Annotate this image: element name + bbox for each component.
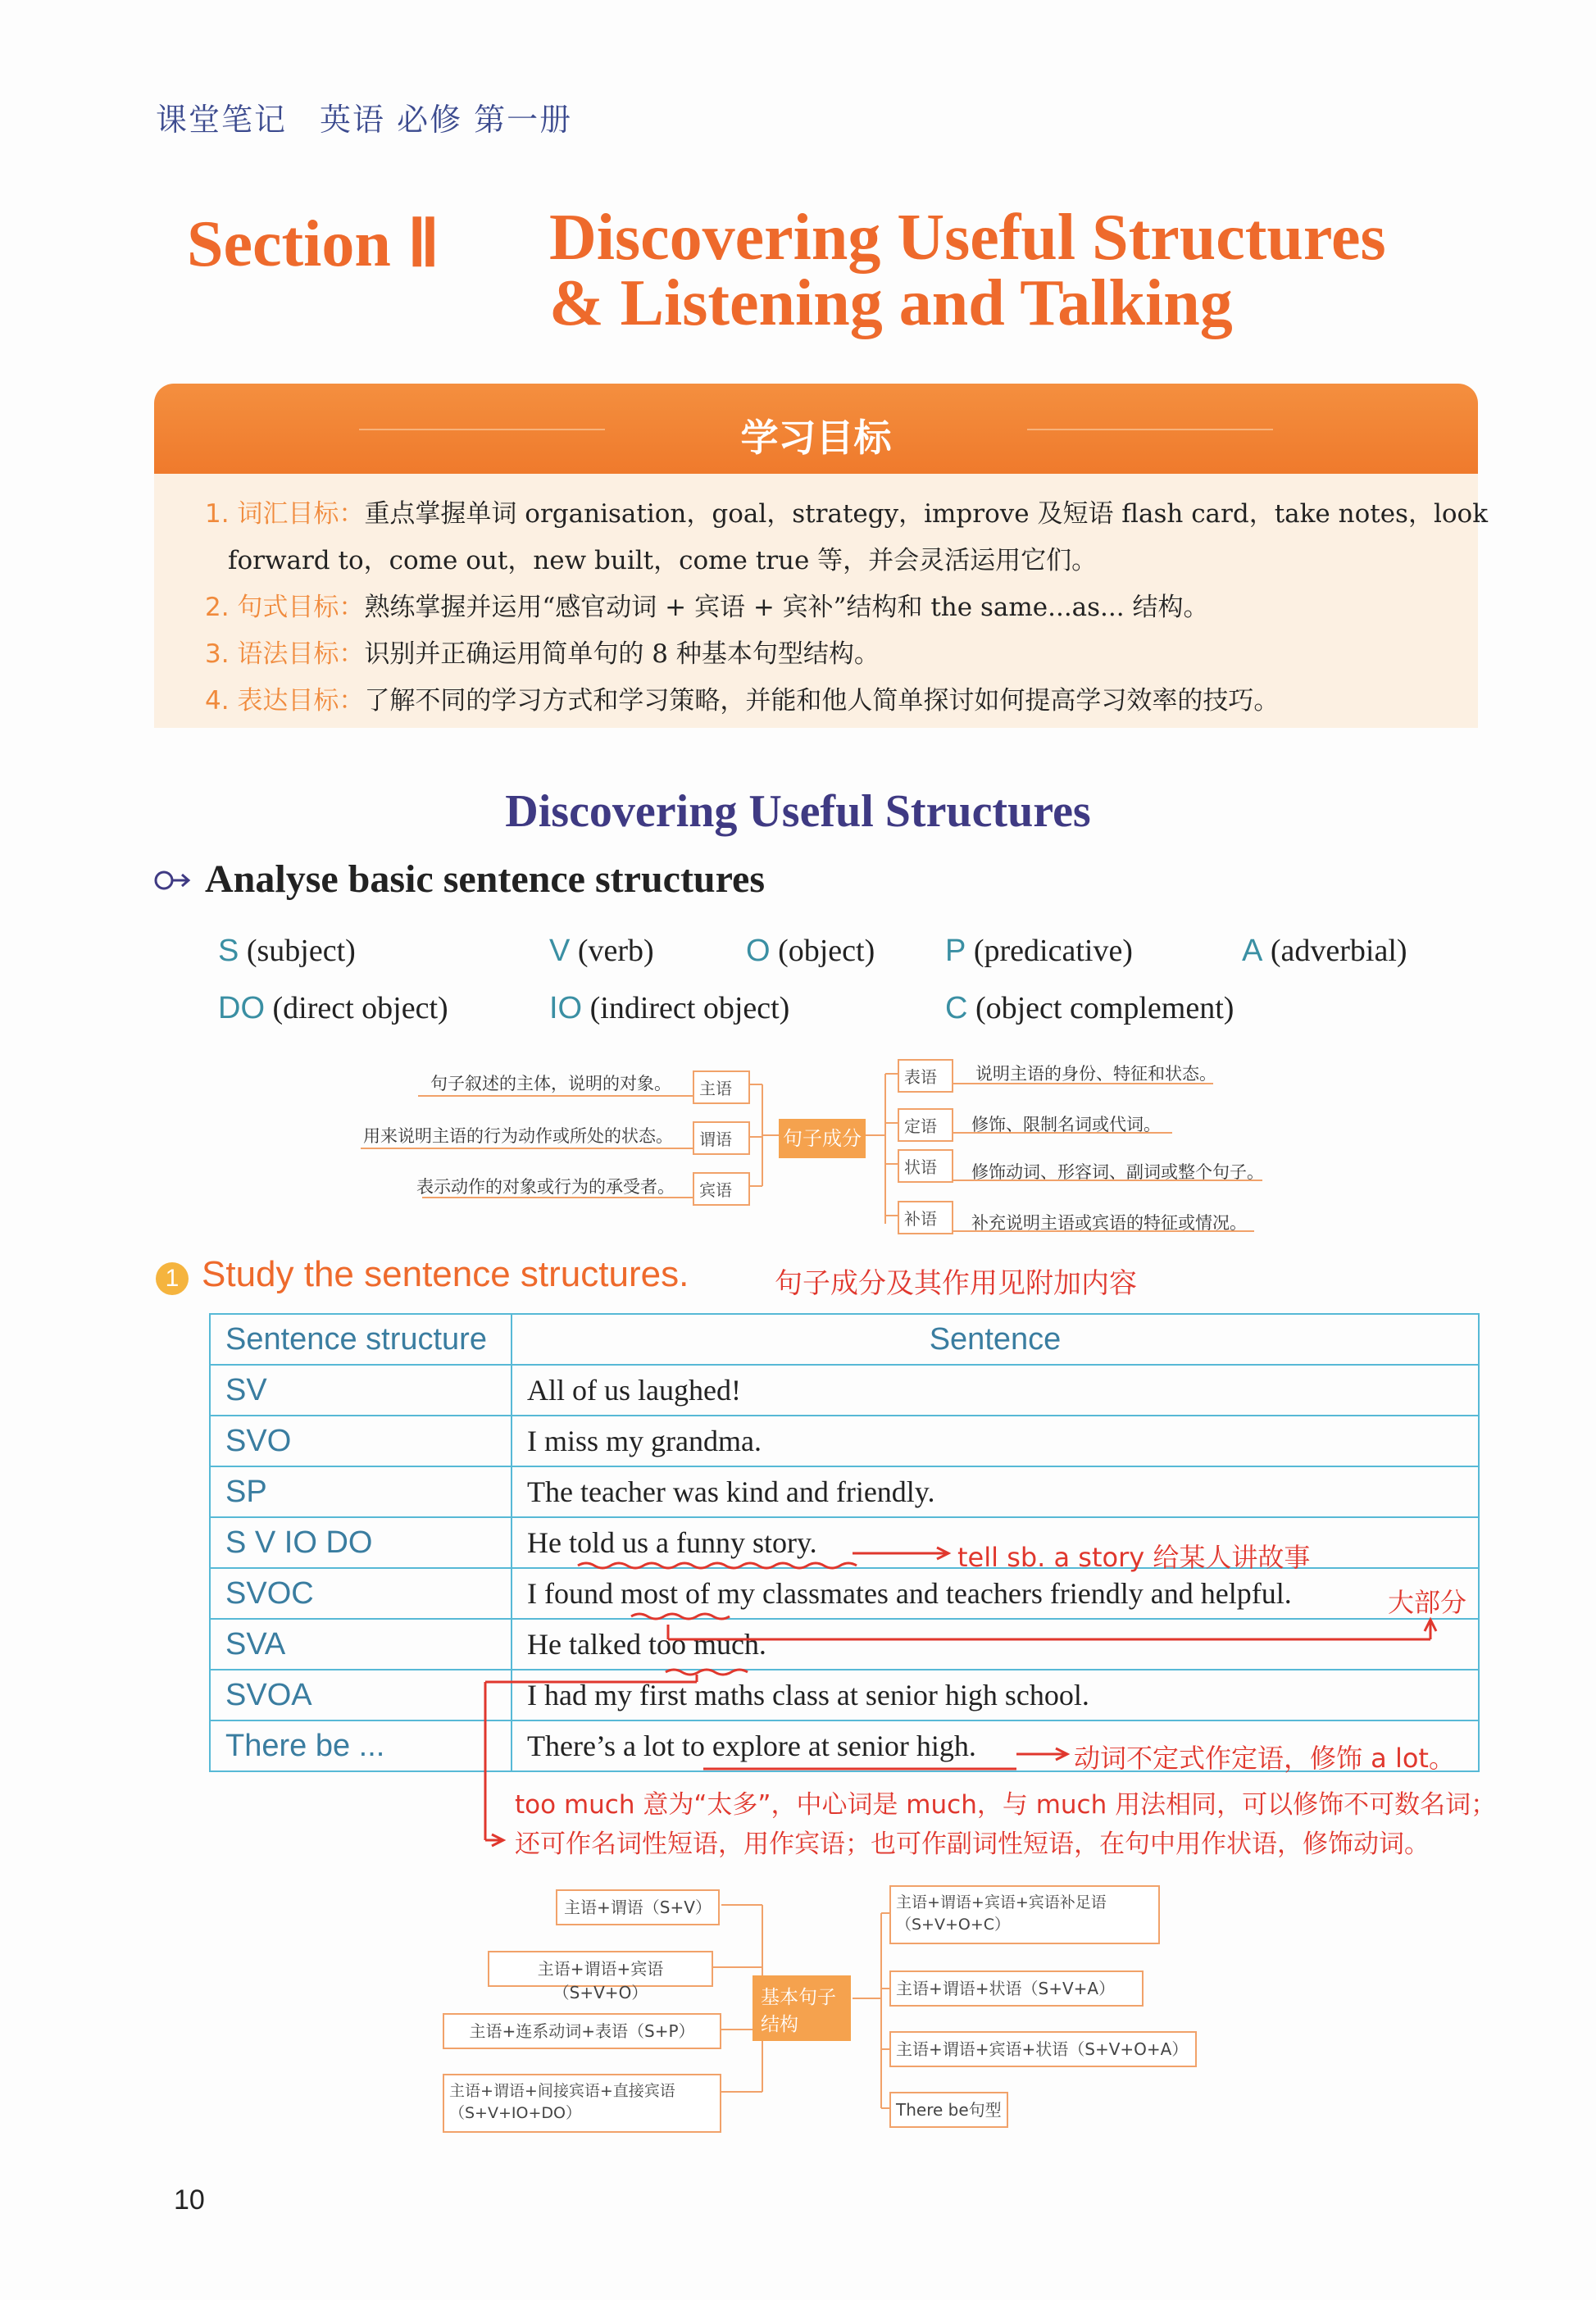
objectives-banner — [154, 384, 1478, 474]
term-o — [746, 933, 875, 969]
objective-number: 4. 表达目标： — [205, 686, 365, 716]
term-abbr: IO — [549, 991, 583, 1025]
mindmap1-desc-adverbial: 修饰动词、形容词、副词或整个句子。 — [971, 1162, 1264, 1182]
objectives-title: 学习目标 — [740, 416, 892, 460]
objective-text: 识别并正确运用简单句的 8 种基本句型结构。 — [364, 639, 880, 669]
section-title-line1: Discovering Useful Structures — [549, 202, 1386, 274]
key-bullet-icon — [152, 867, 193, 893]
objective-number: 2. 句式目标： — [205, 593, 365, 622]
page-number: 10 — [174, 2184, 205, 2216]
term-abbr: C — [945, 991, 968, 1025]
sentence-cell: There’s a lot to explore at senior high. — [512, 1720, 1479, 1771]
structure-cell: SVA — [210, 1619, 512, 1670]
sentence-cell: I miss my grandma. — [512, 1416, 1479, 1466]
mindmap1-desc-predicative: 说明主语的身份、特征和状态。 — [975, 1064, 1216, 1084]
table-header-structure: Sentence structure — [210, 1314, 512, 1365]
structure-cell: SVOA — [210, 1670, 512, 1720]
mindmap2-node-svoc: 主语+谓语+宾语+宾语补足语（S+V+O+C） — [889, 1885, 1160, 1944]
term-full: (object complement) — [967, 991, 1235, 1025]
table-row — [210, 1619, 1479, 1670]
mindmap2-node-sp: 主语+连系动词+表语（S+P） — [443, 2013, 721, 2049]
structure-cell: SP — [210, 1466, 512, 1517]
section-title-line2: & Listening and Talking — [549, 267, 1233, 339]
term-full: (adverbial) — [1262, 934, 1407, 968]
term-abbr: DO — [218, 991, 265, 1025]
mindmap1-node-attribute: 定语 — [898, 1108, 953, 1142]
running-header: 课堂笔记 英语 必修 第一册 — [156, 102, 573, 138]
mindmap2-node-svoa: 主语+谓语+宾语+状语（S+V+O+A） — [889, 2031, 1197, 2067]
table-row — [210, 1670, 1479, 1720]
structure-cell: There be ... — [210, 1720, 512, 1771]
mindmap2-node-sv: 主语+谓语（S+V） — [556, 1889, 720, 1925]
term-a — [1242, 933, 1407, 969]
mindmap2-center: 基本句子结构 — [753, 1975, 851, 2041]
structure-cell: SV — [210, 1365, 512, 1416]
term-full: (indirect object) — [582, 991, 790, 1025]
mindmap1-desc-subject: 句子叙述的主体，说明的对象。 — [430, 1074, 671, 1093]
term-full: (direct object) — [265, 991, 448, 1025]
mindmap2-node-there-be: There be句型 — [889, 2092, 1008, 2128]
mindmap2-node-svio: 主语+谓语+间接宾语+直接宾语（S+V+IO+DO） — [443, 2074, 721, 2133]
table-header-sentence: Sentence — [512, 1314, 1479, 1365]
term-io — [549, 990, 789, 1026]
objective-item-1-cont: forward to，come out，new built，come true 等，并会灵活运用它们。 — [228, 546, 1098, 575]
mindmap2-node-sva: 主语+谓语+状语（S+V+A） — [889, 1970, 1144, 2007]
table-row — [210, 1416, 1479, 1466]
discovering-title: Discovering Useful Structures — [505, 786, 1091, 837]
term-full: (verb) — [570, 934, 654, 968]
mindmap1-node-subject: 主语 — [693, 1070, 750, 1104]
sentence-cell: He told us a funny story. — [512, 1517, 1479, 1568]
mindmap1-desc-attribute: 修饰、限制名词或代词。 — [971, 1115, 1161, 1134]
annotation-most: 大部分 — [1388, 1587, 1467, 1618]
term-abbr: O — [746, 934, 771, 968]
step-handwritten-note: 句子成分及其作用见附加内容 — [775, 1267, 1137, 1300]
mindmap1-center: 句子成分 — [779, 1119, 866, 1158]
step-number-badge: 1 — [156, 1262, 189, 1295]
term-full: (subject) — [239, 934, 356, 968]
step-title: Study the sentence structures. — [202, 1254, 689, 1294]
table-row — [210, 1365, 1479, 1416]
annotation-too-much-line1: too much 意为“太多”，中心词是 much，与 much 用法相同，可以修饰不可数名词； — [515, 1790, 1497, 1820]
term-v — [549, 933, 654, 969]
sentence-cell: He talked too much. — [512, 1619, 1479, 1670]
objective-item-3 — [205, 638, 880, 670]
term-abbr: P — [945, 934, 966, 968]
objective-item-1 — [205, 498, 1488, 530]
objective-number: 3. 语法目标： — [205, 639, 365, 669]
term-full: (predicative) — [966, 934, 1133, 968]
term-p — [945, 933, 1133, 969]
mindmap1-node-predicate: 谓语 — [693, 1121, 750, 1155]
objective-text: 了解不同的学习方式和学习策略，并能和他人简单探讨如何提高学习效率的技巧。 — [364, 686, 1280, 716]
objective-item-2 — [205, 591, 1208, 624]
term-abbr: A — [1242, 934, 1263, 968]
mindmap2-node-svo: 主语+谓语+宾语（S+V+O） — [488, 1951, 713, 1987]
section-title — [549, 202, 1386, 339]
term-c — [945, 990, 1234, 1026]
structure-cell: SVO — [210, 1416, 512, 1466]
objective-item-4 — [205, 684, 1279, 717]
structure-cell: SVOC — [210, 1568, 512, 1619]
objective-text: 熟练掌握并运用“感官动词 + 宾语 + 宾补”结构和 the same...as... 结构。 — [364, 593, 1209, 622]
term-do — [218, 990, 448, 1026]
mindmap1-desc-object: 表示动作的对象或行为的承受者。 — [416, 1177, 675, 1197]
banner-divider-right — [1027, 429, 1273, 430]
term-s — [218, 933, 356, 969]
objective-number: 1. 词汇目标： — [205, 499, 365, 529]
table-row — [210, 1466, 1479, 1517]
sentence-cell: All of us laughed! — [512, 1365, 1479, 1416]
term-abbr: V — [549, 934, 571, 968]
mindmap1-node-predicative: 表语 — [898, 1059, 953, 1093]
structure-cell: S V IO DO — [210, 1517, 512, 1568]
annotation-tell-story: tell sb. a story 给某人讲故事 — [957, 1542, 1311, 1573]
term-full: (object) — [770, 934, 875, 968]
objective-text: 重点掌握单词 organisation，goal，strategy，improve 及短语 flash card，take notes，look — [364, 499, 1488, 529]
annotation-infinitive: 动词不定式作定语，修饰 a lot。 — [1074, 1743, 1455, 1774]
annotation-too-much-line2: 还可作名词性短语，用作宾语；也可作副词性短语，在句中用作状语，修饰动词。 — [515, 1830, 1430, 1859]
table-row — [210, 1568, 1479, 1619]
section-label: Section Ⅱ — [187, 208, 440, 280]
analyse-heading: Analyse basic sentence structures — [205, 857, 766, 901]
mindmap1-node-object: 宾语 — [693, 1172, 750, 1206]
sentence-cell: I found most of my classmates and teachers friendly and helpful. — [512, 1568, 1479, 1619]
mindmap1-desc-predicate: 用来说明主语的行为动作或所处的状态。 — [363, 1126, 673, 1146]
mindmap1-node-complement: 补语 — [898, 1201, 953, 1234]
mindmap1-desc-complement: 补充说明主语或宾语的特征或情况。 — [971, 1213, 1247, 1233]
term-abbr: S — [218, 934, 239, 968]
table-header-row — [210, 1314, 1479, 1365]
mindmap1-node-adverbial: 状语 — [898, 1149, 953, 1183]
sentence-cell: The teacher was kind and friendly. — [512, 1466, 1479, 1517]
sentence-cell: I had my first maths class at senior high school. — [512, 1670, 1479, 1720]
